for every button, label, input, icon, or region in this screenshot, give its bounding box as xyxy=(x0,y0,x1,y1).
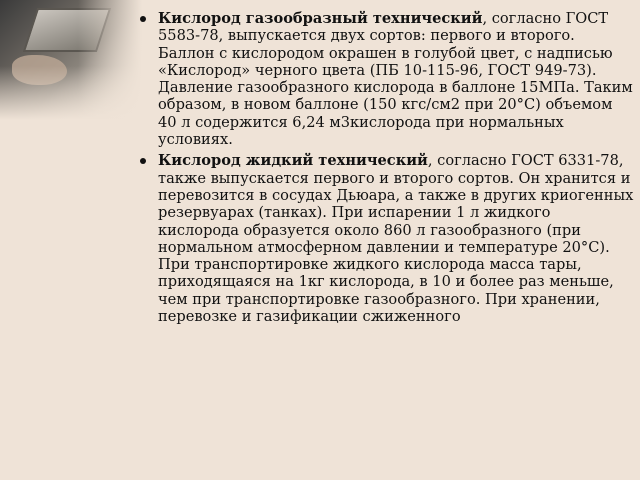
item-title: Кислород газообразный технический xyxy=(158,10,483,27)
bullet-list xyxy=(134,10,634,325)
decorative-photo xyxy=(0,0,142,120)
item-text: , согласно ГОСТ 6331-78, также выпускается первого и второго сортов. Он хранится и перевозится в сосудах Дьюара, а также в других криогенных резервуарах (танках). При испарении 1 л жидкого кислорода образуется около 860 л газообразного (при нормальном атмосферном давлении и температуре 20°С). При транспортировке жидкого кислорода масса тары, приходящаяся на 1кг кислорода, в 10 и более раз меньше, чем при транспортировке газообразного. При хранении, перевозке и газификации сжиженного xyxy=(158,152,634,326)
item-title: Кислород жидкий технический xyxy=(158,152,428,170)
item-text: , согласно ГОСТ 5583-78, выпускается двух сортов: первого и второго. Баллон с кислородом окрашен в голубой цвет, с надписью «Кислород» черного цвета (ПБ 10-115-96, ГОСТ 949-73). Давление газообразного кислорода в баллоне 15МПа. Таким образом, в новом баллоне (150 кгс/см2 при 20°С) объемом 40 л содержится 6,24 м3кислорода при нормальных условиях. xyxy=(158,10,633,149)
left-background xyxy=(0,120,142,480)
slide-content xyxy=(134,10,634,480)
list-item xyxy=(158,152,634,325)
list-item xyxy=(158,10,634,148)
